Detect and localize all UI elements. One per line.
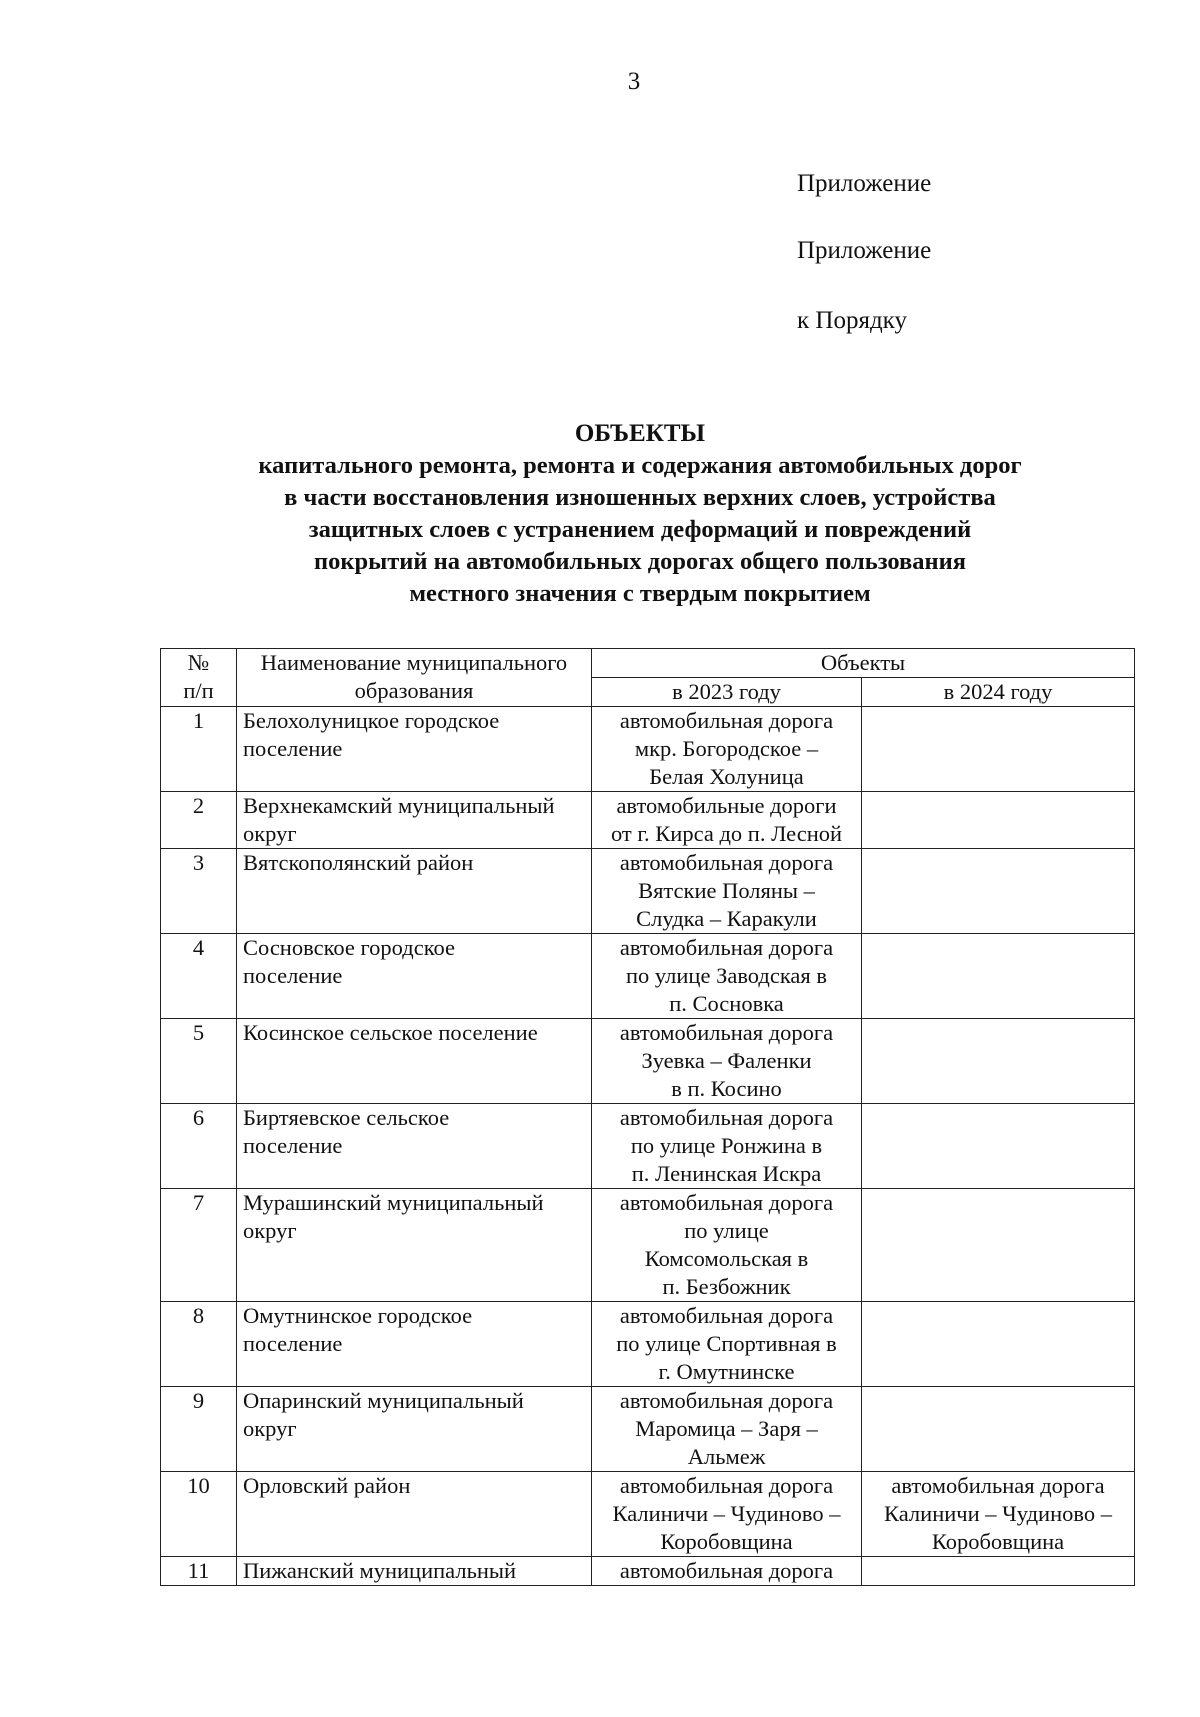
object-2023 (592, 934, 862, 1019)
object-2023 (592, 1104, 862, 1189)
object-2024 (862, 792, 1135, 849)
table-row (161, 849, 1135, 934)
objects-table (160, 648, 1135, 1586)
municipality-name (237, 1104, 592, 1189)
object-2024 (862, 707, 1135, 792)
object-line: мкр. Богородское – (634, 736, 819, 761)
municipality-name (237, 1189, 592, 1302)
row-number: 1 (161, 707, 237, 792)
municipality-name (237, 792, 592, 849)
municipality-name-line: поселение (243, 1133, 343, 1158)
object-2023 (592, 1019, 862, 1104)
table-row (161, 1557, 1135, 1586)
object-2024 (862, 934, 1135, 1019)
object-line: автомобильная дорога (619, 1473, 834, 1498)
header-year-2024: в 2024 году (862, 678, 1135, 707)
object-line: Калиничи – Чудиново – (612, 1501, 841, 1526)
header-number: № п/п (161, 649, 237, 707)
table-row (161, 934, 1135, 1019)
row-number: 8 (161, 1302, 237, 1387)
municipality-name-line: Белохолуницкое городское (243, 708, 500, 733)
object-2024 (862, 1472, 1135, 1557)
municipality-name-line: Косинское сельское поселение (243, 1020, 538, 1045)
object-line: п. Безбожник (662, 1274, 791, 1299)
municipality-name-line: Омутнинское городское (243, 1303, 473, 1328)
appendix-label: Приложение (797, 170, 932, 197)
table-row (161, 1019, 1135, 1104)
object-line: по улице Заводская в (625, 963, 828, 988)
municipality-name (237, 934, 592, 1019)
page-number: 3 (627, 68, 641, 95)
object-line: автомобильная дорога (619, 850, 834, 875)
table-row (161, 707, 1135, 792)
object-line: автомобильная дорога (619, 1190, 834, 1215)
municipality-name (237, 1019, 592, 1104)
title-line: покрытий на автомобильных дорогах общего пользования (313, 548, 967, 575)
object-line: по улице (684, 1218, 769, 1243)
municipality-name-line: округ (243, 821, 297, 846)
object-line: автомобильная дорога (619, 1105, 834, 1130)
object-2023 (592, 792, 862, 849)
municipality-name-line: округ (243, 1218, 297, 1243)
table-row (161, 1472, 1135, 1557)
municipality-name-line: Мурашинский муниципальный (243, 1190, 544, 1215)
municipality-name-line: Вятскополянский район (243, 850, 474, 875)
municipality-name (237, 1472, 592, 1557)
object-line: автомобильная дорога (619, 935, 834, 960)
appendix-reference: к Порядку (797, 307, 907, 334)
object-line: автомобильная дорога (619, 1303, 834, 1328)
object-line: Белая Холуница (649, 764, 804, 789)
object-line: Вятские Поляны – (638, 878, 815, 903)
row-number: 3 (161, 849, 237, 934)
object-line: автомобильные дороги (616, 793, 837, 818)
municipality-name (237, 707, 592, 792)
title-line: защитных слоев с устранением деформаций и повреждений (308, 516, 972, 543)
object-line: Коробовщина (660, 1529, 793, 1554)
object-line: автомобильная дорога (619, 708, 834, 733)
appendix-label-repeat: Приложение (797, 237, 932, 264)
municipality-name-line: Верхнекамский муниципальный (243, 793, 555, 818)
object-line: п. Ленинская Искра (631, 1161, 822, 1186)
object-line: г. Омутнинске (658, 1359, 795, 1384)
municipality-name (237, 1302, 592, 1387)
table-row (161, 1189, 1135, 1302)
object-2024 (862, 1557, 1135, 1586)
municipality-name-line: Биртяевское сельское (243, 1105, 450, 1130)
municipality-name (237, 1557, 592, 1586)
title-heading: ОБЪЕКТЫ (574, 420, 706, 447)
document-title (160, 418, 1120, 610)
object-2023 (592, 1189, 862, 1302)
object-2024 (862, 1387, 1135, 1472)
object-line: Коробовщина (931, 1529, 1065, 1554)
row-number: 5 (161, 1019, 237, 1104)
object-line: Комсомольская в (644, 1246, 809, 1271)
object-line: по улице Спортивная в (616, 1331, 837, 1356)
object-2024 (862, 1189, 1135, 1302)
table-header-row (161, 649, 1135, 678)
municipality-name-line: поселение (243, 1331, 343, 1356)
object-line: в п. Косино (671, 1076, 782, 1101)
object-2024 (862, 1104, 1135, 1189)
object-line: Слудка – Каракули (636, 906, 817, 931)
table-row (161, 792, 1135, 849)
table-row (161, 1104, 1135, 1189)
object-2023 (592, 1302, 862, 1387)
municipality-name-line: Сосновское городское (243, 935, 456, 960)
title-line: местного значения с твердым покрытием (409, 580, 871, 607)
object-2023 (592, 849, 862, 934)
row-number: 9 (161, 1387, 237, 1472)
row-number: 11 (161, 1557, 237, 1586)
municipality-name-line: поселение (243, 736, 343, 761)
object-2023 (592, 1472, 862, 1557)
object-line: Зуевка – Фаленки (641, 1048, 812, 1073)
municipality-name (237, 1387, 592, 1472)
object-2024 (862, 1302, 1135, 1387)
municipality-name-line: Опаринский муниципальный (243, 1388, 524, 1413)
header-municipality: Наименование муниципального образования (237, 649, 592, 707)
object-2023 (592, 1557, 862, 1586)
object-line: Калиничи – Чудиново – (884, 1501, 1112, 1526)
object-line: автомобильная дорога (619, 1020, 834, 1045)
header-year-2023: в 2023 году (592, 678, 862, 707)
header-objects: Объекты (592, 649, 1135, 678)
municipality-name-line: поселение (243, 963, 343, 988)
municipality-name-line: Пижанский муниципальный (243, 1558, 517, 1583)
object-line: от г. Кирса до п. Лесной (610, 821, 843, 846)
object-2023 (592, 1387, 862, 1472)
object-line: Альмеж (687, 1444, 766, 1469)
object-line: Маромица – Заря – (635, 1416, 818, 1441)
row-number: 2 (161, 792, 237, 849)
table-body (161, 707, 1135, 1586)
object-line: автомобильная дорога (619, 1558, 834, 1583)
object-line: автомобильная дорога (891, 1473, 1105, 1498)
municipality-name-line: Орловский район (243, 1473, 411, 1498)
row-number: 6 (161, 1104, 237, 1189)
table-row (161, 1387, 1135, 1472)
row-number: 4 (161, 934, 237, 1019)
object-2024 (862, 1019, 1135, 1104)
table-row (161, 1302, 1135, 1387)
object-line: автомобильная дорога (619, 1388, 834, 1413)
object-line: п. Сосновка (669, 991, 784, 1016)
object-line: по улице Ронжина в (630, 1133, 823, 1158)
title-line: капитального ремонта, ремонта и содержания автомобильных дорог (258, 452, 1022, 479)
title-line: в части восстановления изношенных верхних слоев, устройства (284, 484, 996, 511)
object-2023 (592, 707, 862, 792)
row-number: 10 (161, 1472, 237, 1557)
row-number: 7 (161, 1189, 237, 1302)
municipality-name (237, 849, 592, 934)
object-2024 (862, 849, 1135, 934)
municipality-name-line: округ (243, 1416, 297, 1441)
